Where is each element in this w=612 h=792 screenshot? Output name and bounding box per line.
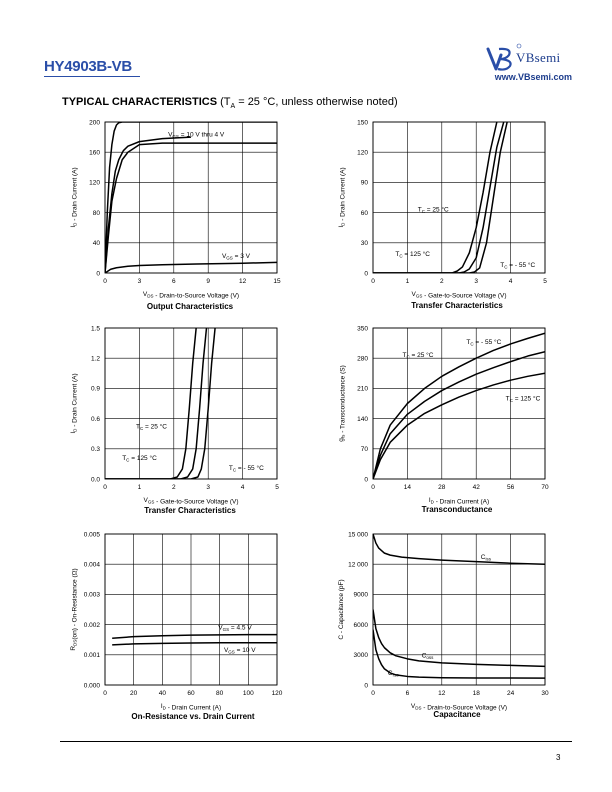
series-c-oss: [373, 610, 545, 667]
x-tick-label: 12: [438, 690, 446, 697]
annotation-5-0: $C_{iss}$: [480, 554, 491, 562]
x-axis-label: $V_{GS}$ - Gate-to-Source Voltage (V): [411, 291, 507, 300]
y-tick-label: 210: [357, 385, 368, 393]
x-tick-label: 18: [472, 690, 480, 697]
x-tick-label: 42: [472, 484, 480, 491]
y-tick-label: 0.004: [83, 561, 100, 569]
x-tick-label: 12: [238, 278, 247, 285]
section-cond-rest: = 25 °C, unless otherwise noted): [235, 96, 398, 108]
x-tick-label: 6: [405, 690, 410, 697]
series-t-c-125-c: [373, 373, 545, 479]
x-tick-label: 0: [371, 278, 375, 285]
chart-transfer-characteristics-1: [328, 114, 568, 304]
chart-transconductance: [328, 320, 568, 510]
y-tick-label: 0: [364, 270, 368, 278]
page-number: 3: [556, 753, 561, 762]
series-group: [373, 534, 545, 678]
y-tick-label: 0.003: [83, 591, 100, 599]
chart-on-resistance: [60, 526, 300, 716]
annotation-0-0: $V_{GS} = 10$ V thru 4 V: [168, 131, 225, 139]
x-tick-label: 5: [543, 278, 547, 285]
y-tick-label: 1.2: [90, 355, 100, 363]
annotation-2-1: $T_C = 125$ °C: [122, 454, 157, 463]
y-tick-label: 80: [92, 209, 100, 217]
x-tick-label: 2: [171, 484, 176, 491]
plot-frame: [373, 328, 545, 479]
y-axis-label: $I_D$ - Drain Current (A): [70, 373, 79, 434]
y-tick-label: 120: [357, 149, 368, 157]
y-tick-label: 0.000: [83, 682, 100, 690]
x-tick-label: 4: [240, 484, 245, 491]
x-tick-label: 14: [403, 484, 412, 491]
x-tick-label: 30: [541, 690, 549, 697]
y-tick-label: 0.002: [83, 621, 100, 629]
section-title: TYPICAL CHARACTERISTICS: [62, 96, 218, 108]
y-tick-label: 12 000: [348, 561, 368, 569]
y-tick-label: 1.5: [90, 325, 100, 333]
y-tick-label: 0.0: [90, 476, 100, 484]
y-tick-label: 0.9: [90, 385, 100, 393]
y-tick-label: 200: [89, 119, 100, 127]
x-tick-label: 5: [275, 484, 279, 491]
y-tick-label: 90: [360, 179, 368, 187]
section-cond-open: (T: [217, 96, 231, 108]
x-tick-label: 28: [438, 484, 446, 491]
series-group: [105, 122, 277, 273]
x-tick-label: 60: [187, 690, 195, 697]
series-group: [112, 635, 277, 645]
x-tick-label: 4: [508, 278, 513, 285]
chart-caption-transconductance: Transconductance: [421, 505, 493, 514]
y-axis-label: $g_{fs}$ - Transconductance (S): [338, 365, 347, 442]
annotation-5-1: $C_{oss}$: [421, 652, 434, 660]
y-tick-label: 0.6: [90, 415, 100, 423]
x-tick-label: 3: [206, 484, 211, 491]
chart-transfer-characteristics-2: [60, 320, 300, 510]
chart-caption-capacitance: Capacitance: [433, 710, 481, 719]
x-tick-label: 0: [371, 690, 375, 697]
y-tick-label: 0: [364, 476, 368, 484]
annotation-3-0: $T_C$ = - 55 °C: [466, 338, 502, 347]
chart-output-characteristics: [60, 114, 300, 304]
series-v-gs-10-v: [112, 643, 277, 645]
y-tick-label: 70: [360, 446, 368, 454]
x-tick-label: 0: [371, 484, 375, 491]
x-tick-label: 3: [137, 278, 142, 285]
brand-url[interactable]: www.VBsemi.com: [494, 72, 572, 82]
y-tick-label: 0.001: [83, 652, 100, 660]
section-cond-sub: A: [230, 103, 236, 111]
chart-caption-on-resistance: On-Resistance vs. Drain Current: [131, 712, 255, 721]
y-tick-label: 30: [360, 240, 368, 248]
annotation-2-0: $T_C = 25$ °C: [135, 423, 167, 432]
series-v-gs-10-v-thru-4-v-b: [105, 137, 191, 273]
x-tick-label: 24: [506, 690, 515, 697]
x-tick-label: 70: [541, 484, 549, 491]
y-axis-label: $R_{DS}(on)$ - On-Resistance (Ω): [70, 568, 79, 651]
y-tick-label: 60: [360, 209, 368, 217]
footer-divider: [60, 741, 572, 742]
x-tick-label: 100: [242, 690, 254, 697]
series-v-gs-4-5-v: [112, 635, 277, 639]
x-tick-label: 3: [474, 278, 479, 285]
x-tick-label: 0: [103, 690, 107, 697]
series-t-c-55-c: [373, 122, 507, 273]
y-tick-label: 3000: [353, 652, 368, 660]
y-tick-label: 0: [96, 270, 100, 278]
x-tick-label: 2: [439, 278, 444, 285]
y-tick-label: 350: [357, 325, 368, 333]
annotation-3-1: $T_C = 25$ °C: [402, 351, 434, 360]
section-heading: [62, 96, 398, 110]
annotation-1-1: $T_C = 125$ °C: [395, 250, 430, 259]
x-tick-label: 120: [271, 690, 283, 697]
y-tick-label: 0.005: [83, 531, 100, 539]
x-tick-label: 56: [506, 484, 515, 491]
x-tick-label: 15: [273, 278, 281, 285]
annotation-4-0: $V_{GS} = 4.5$ V: [218, 624, 252, 633]
series-t-c-55-c: [373, 333, 545, 479]
annotation-0-1: $V_{GS} = 3$ V: [221, 252, 250, 261]
x-axis-label: $V_{DS}$ - Drain-to-Source Voltage (V): [142, 291, 240, 300]
x-tick-label: 1: [137, 484, 142, 491]
series-c-iss: [373, 534, 545, 564]
x-tick-label: 80: [216, 690, 224, 697]
y-tick-label: 6000: [353, 621, 368, 629]
y-axis-label: $I_D$ - Drain Current (A): [70, 167, 79, 228]
x-tick-label: 20: [130, 690, 138, 697]
x-tick-label: 1: [405, 278, 410, 285]
y-axis-label: $I_D$ - Drain Current (A): [338, 167, 347, 228]
chart-caption-transfer-2: Transfer Characteristics: [144, 506, 236, 515]
annotation-3-2: $T_C = 125$ °C: [505, 395, 541, 403]
annotation-1-2: $T_C$ = - 55 °C: [500, 261, 536, 270]
x-tick-label: 0: [103, 484, 107, 491]
y-tick-label: 150: [357, 119, 368, 127]
annotation-5-2: $C_{rss}$: [387, 669, 399, 678]
chart-capacitance: [328, 526, 568, 716]
x-tick-label: 6: [171, 278, 176, 285]
y-tick-label: 280: [357, 355, 368, 363]
y-tick-label: 160: [89, 149, 100, 157]
annotation-1-0: $T_C = 25$ °C: [417, 206, 449, 215]
chart-caption-output: Output Characteristics: [146, 302, 234, 311]
series-v-gs-3-v: [105, 262, 277, 273]
series-v-gs-10-v-thru-4-v-c: [105, 143, 277, 273]
y-tick-label: 0: [364, 682, 368, 690]
series-group: [373, 122, 507, 273]
y-tick-label: 0.3: [90, 446, 100, 454]
y-tick-label: 15 000: [348, 531, 368, 539]
series-group: [373, 333, 545, 479]
y-tick-label: 9000: [353, 591, 368, 599]
x-axis-label: $V_{DS}$ - Drain-to-Source Voltage (V): [410, 703, 508, 712]
y-tick-label: 40: [92, 240, 100, 248]
x-tick-label: 9: [206, 278, 211, 285]
x-axis-label: $V_{GS}$ - Gate-to-Source Voltage (V): [143, 497, 239, 506]
chart-caption-transfer-1: Transfer Characteristics: [411, 301, 503, 310]
x-axis-label: $I_D$ - Drain Current (A): [428, 497, 490, 506]
series-c-rss: [373, 630, 545, 679]
x-tick-label: 0: [103, 278, 107, 285]
x-axis-label: $I_D$ - Drain Current (A): [160, 703, 222, 712]
part-number-underline: [44, 76, 140, 77]
part-number: HY4903B-VB: [44, 58, 132, 75]
x-tick-label: 40: [158, 690, 166, 697]
y-axis-label: C - Capacitance (pF): [338, 579, 345, 640]
y-tick-label: 140: [357, 415, 368, 423]
annotation-4-1: $V_{GS} = 10$ V: [223, 646, 256, 655]
brand-name: VBsemi: [516, 50, 561, 65]
annotation-2-2: $T_C$ = - 55 °C: [228, 464, 264, 473]
y-tick-label: 120: [89, 179, 100, 187]
